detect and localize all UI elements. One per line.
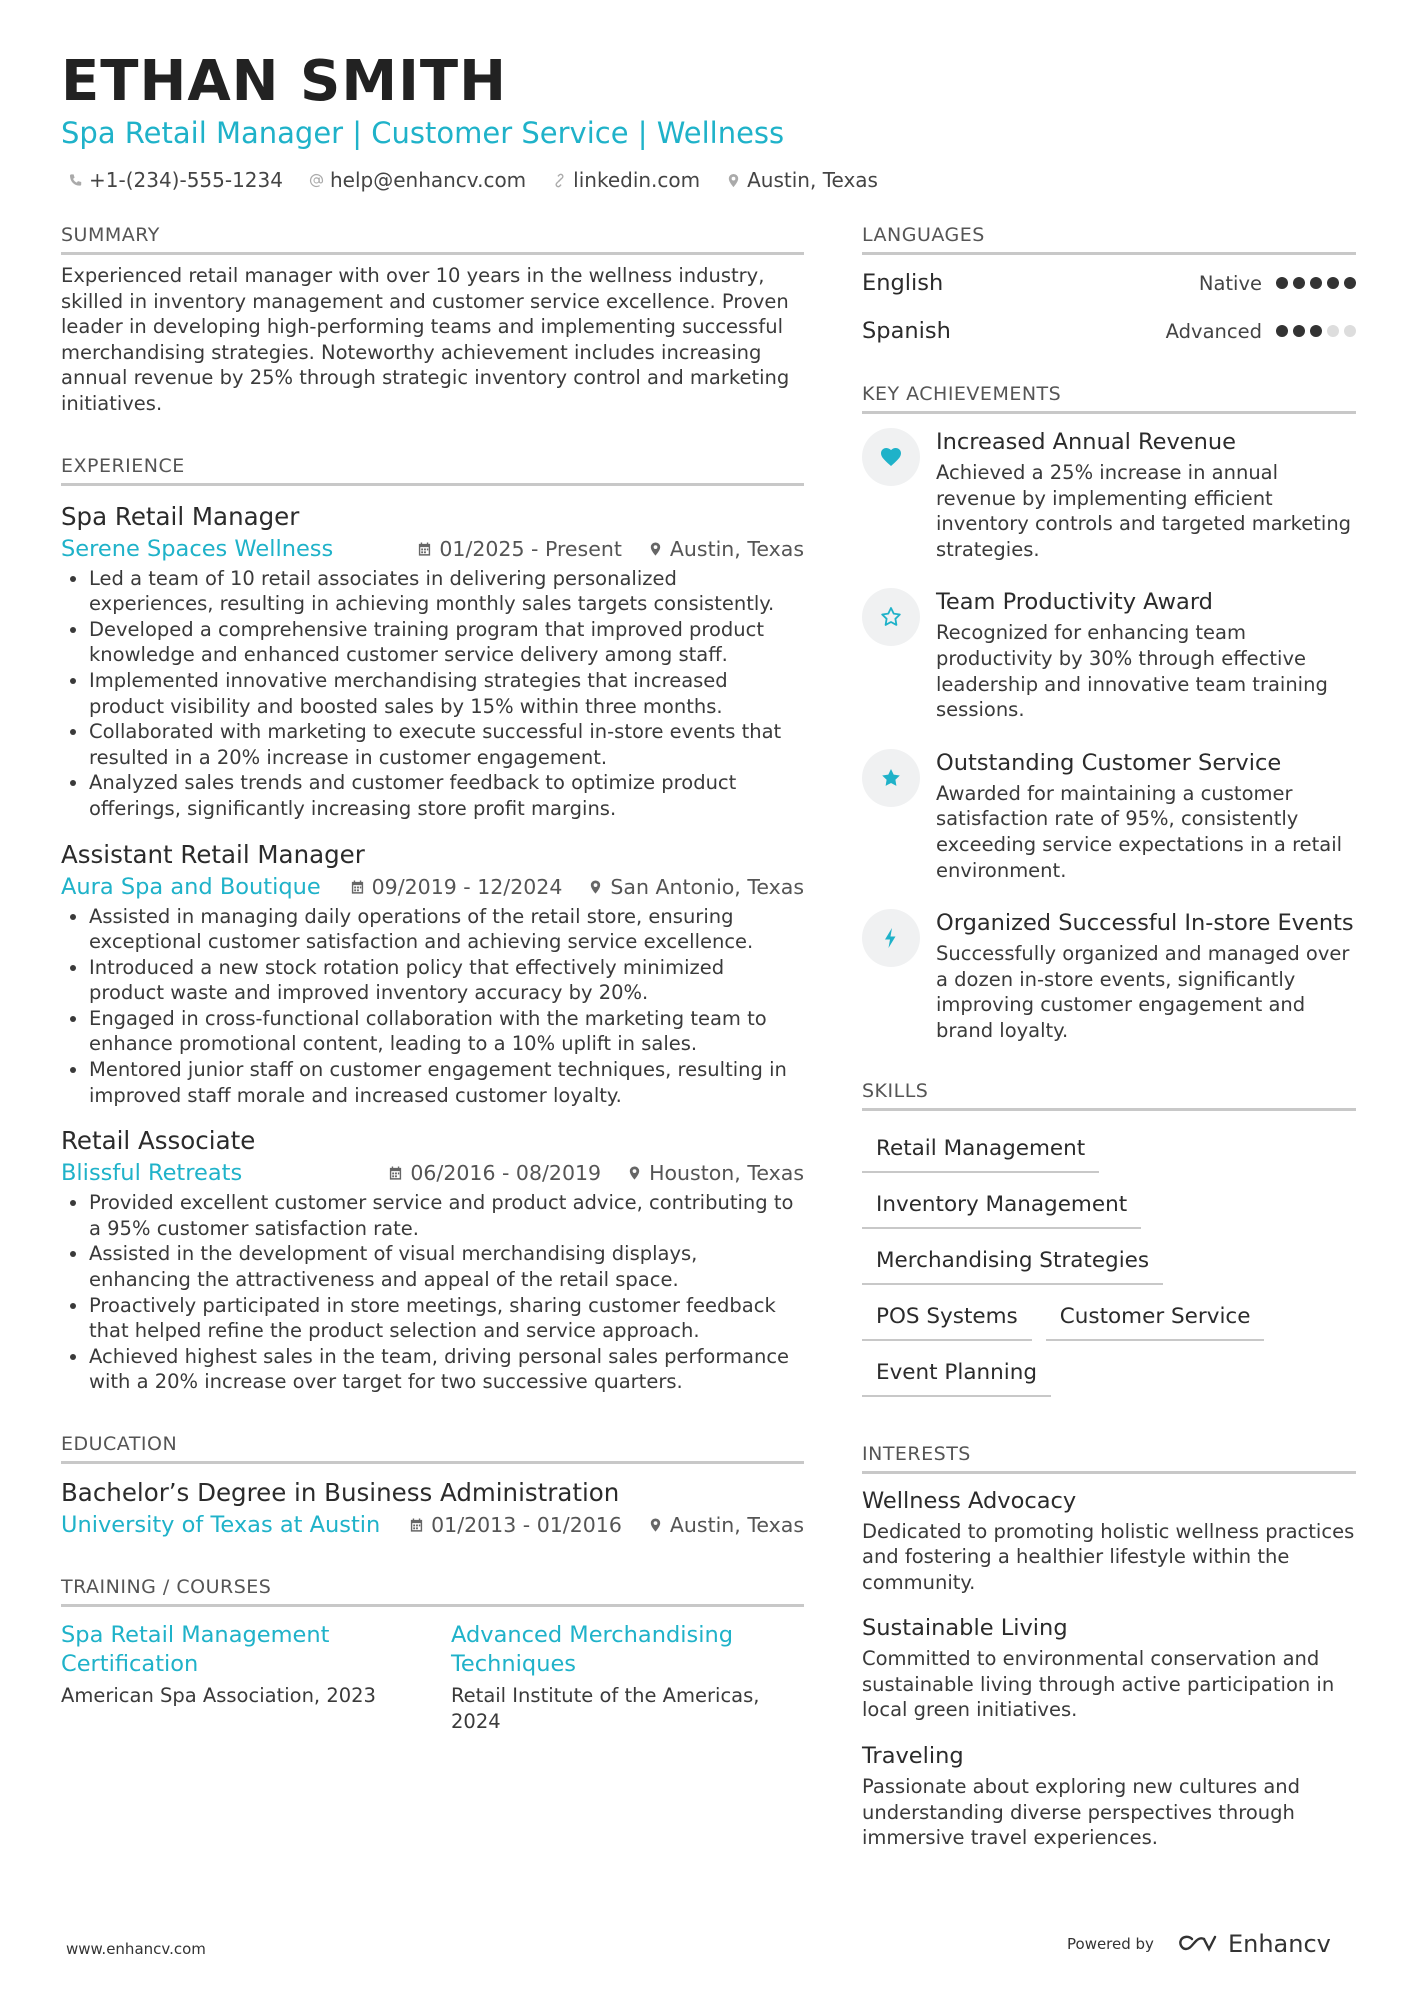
interest-title: Sustainable Living — [862, 1615, 1068, 1642]
contact-linkedin[interactable] — [552, 166, 700, 194]
experience-section — [61, 453, 804, 1395]
link-icon — [552, 173, 567, 188]
achievement-item — [862, 588, 1356, 722]
skill-tag: Event Planning — [862, 1347, 1051, 1397]
job-dates-text: 01/2025 - Present — [439, 536, 622, 561]
job-title: Assistant Retail Manager — [61, 839, 365, 869]
job-meta — [61, 872, 804, 902]
interest-title: Wellness Advocacy — [862, 1487, 1077, 1514]
interests-heading: INTERESTS — [862, 1441, 1356, 1474]
contact-location-text: Austin, Texas — [747, 168, 878, 192]
achievements-section — [862, 381, 1356, 1044]
achievements-heading: KEY ACHIEVEMENTS — [862, 381, 1356, 414]
job-entry — [61, 1124, 804, 1395]
achievement-icon-badge — [862, 909, 920, 967]
summary-heading: SUMMARY — [61, 222, 804, 255]
location-pin-icon — [648, 541, 663, 557]
job-bullets — [61, 566, 804, 822]
rating-dot-empty — [1327, 325, 1339, 337]
achievement-body — [936, 428, 1356, 562]
right-column — [862, 222, 1356, 1851]
achievement-desc: Successfully organized and managed over a dozen in-store events, significantly improving customer engagement and brand loyalty. — [936, 942, 1350, 1042]
language-rating — [1276, 277, 1356, 289]
contact-email[interactable] — [309, 166, 526, 194]
job-location — [627, 1158, 804, 1188]
bullet-item: • Engaged in cross-functional collaboration with the marketing team to enhance promotional content, leading to a 10% uplift in sales. — [89, 1006, 804, 1057]
job-location — [588, 872, 804, 902]
training-section — [61, 1574, 804, 1734]
star-outline-icon — [879, 605, 903, 629]
training-heading: TRAINING / COURSES — [61, 1574, 804, 1607]
course-title: Spa Retail Management Certification — [61, 1622, 330, 1677]
bullet-item: • Analyzed sales trends and customer feedback to optimize product offerings, significantly increasing store profit margins. — [89, 770, 804, 821]
languages-heading: LANGUAGES — [862, 222, 1356, 255]
skill-list — [862, 1117, 1356, 1397]
achievement-icon-badge — [862, 428, 920, 486]
interest-desc: Committed to environmental conservation and sustainable living through active participation in local green initiatives. — [862, 1647, 1335, 1722]
job-dates-text: 09/2019 - 12/2024 — [371, 874, 563, 899]
bullet-item: • Implemented innovative merchandising strategies that increased product visibility and boosted sales by 15% within three months. — [89, 668, 804, 719]
brand-logo[interactable] — [1172, 1930, 1331, 1958]
achievement-item — [862, 428, 1356, 562]
achievement-title: Increased Annual Revenue — [936, 429, 1237, 455]
achievement-desc: Achieved a 25% increase in annual revenue by implementing efficient inventory controls and targeted marketing strategies. — [936, 461, 1352, 561]
education-location-text: Austin, Texas — [669, 1513, 804, 1537]
calendar-icon — [388, 1165, 403, 1181]
course-list — [61, 1621, 804, 1734]
enhancv-logo-icon — [1172, 1932, 1220, 1956]
location-pin-icon — [648, 1517, 663, 1533]
rating-dot-filled — [1344, 277, 1356, 289]
job-title: Spa Retail Manager — [61, 501, 300, 531]
contact-phone[interactable] — [68, 166, 283, 194]
contact-bar — [68, 166, 878, 194]
rating-dot-filled — [1276, 325, 1288, 337]
achievement-desc: Recognized for enhancing team productivity by 30% through effective leadership and innovative team training sessions. — [936, 621, 1328, 722]
bullet-item: • Assisted in the development of visual merchandising displays, enhancing the attractiveness and appeal of the retail space. — [89, 1241, 804, 1292]
achievement-title: Team Productivity Award — [936, 589, 1213, 616]
education-heading: EDUCATION — [61, 1431, 804, 1464]
skills-section — [862, 1078, 1356, 1397]
course-provider: Retail Institute of the Americas, 2024 — [451, 1684, 760, 1733]
job-bullets — [61, 1190, 804, 1395]
experience-heading: EXPERIENCE — [61, 453, 804, 486]
education-meta — [61, 1510, 804, 1540]
brand-name: Enhancv — [1227, 1930, 1331, 1958]
phone-icon — [68, 173, 83, 188]
achievement-body — [936, 749, 1356, 883]
contact-location — [726, 166, 878, 194]
job-dates — [350, 872, 563, 902]
candidate-name: ETHAN SMITH — [61, 49, 507, 114]
interests-section — [862, 1441, 1356, 1851]
education-section — [61, 1431, 804, 1540]
bullet-item: • Developed a comprehensive training program that improved product knowledge and enhanced customer service delivery among staff. — [89, 617, 804, 668]
bullet-item: • Introduced a new stock rotation policy that effectively minimized product waste and improved inventory accuracy by 20%. — [89, 955, 804, 1006]
achievement-item — [862, 909, 1356, 1043]
job-bullets — [61, 904, 804, 1109]
lightning-icon — [879, 926, 903, 950]
interest-desc: Dedicated to promoting holistic wellness practices and fostering a healthier lifestyle within the community. — [862, 1519, 1355, 1594]
rating-dot-empty — [1344, 325, 1356, 337]
job-dates — [388, 1158, 601, 1188]
achievement-title: Organized Successful In-store Events — [936, 910, 1354, 937]
bullet-item: • Mentored junior staff on customer engagement techniques, resulting in improved staff morale and increased customer loyalty. — [89, 1057, 804, 1108]
company-name: Serene Spaces Wellness — [61, 535, 334, 562]
language-level: Native — [1198, 271, 1262, 295]
location-pin-icon — [726, 173, 741, 188]
job-location-text: Austin, Texas — [669, 536, 804, 561]
rating-dot-filled — [1276, 277, 1288, 289]
job-location-text: Houston, Texas — [649, 1161, 804, 1186]
achievement-icon-badge — [862, 588, 920, 646]
skill-tag: POS Systems — [862, 1291, 1032, 1341]
language-name: English — [862, 270, 944, 296]
powered-by-label: Powered by — [1067, 1935, 1154, 1953]
at-icon — [309, 173, 324, 188]
job-title: Retail Associate — [61, 1126, 256, 1156]
education-dates — [409, 1510, 622, 1540]
company-name: Aura Spa and Boutique — [61, 873, 321, 900]
summary-text: Experienced retail manager with over 10 years in the wellness industry, skilled in inventory management and customer service excellence. Proven leader in developing high-performing teams and implementing successful merchandising strategies. Noteworthy achievement includes increasing annual revenue by 25% through strategic inventory control and marketing initiatives. — [61, 264, 790, 415]
summary-section — [61, 222, 804, 417]
degree-title: Bachelor’s Degree in Business Administration — [61, 1478, 620, 1507]
calendar-icon — [417, 541, 432, 557]
location-pin-icon — [627, 1165, 642, 1181]
bullet-item: • Provided excellent customer service and product advice, contributing to a 95% customer satisfaction rate. — [89, 1190, 804, 1241]
language-name: Spanish — [862, 318, 951, 344]
location-pin-icon — [588, 879, 603, 895]
language-level: Advanced — [1165, 319, 1262, 343]
job-dates — [417, 534, 622, 564]
job-dates-text: 06/2016 - 08/2019 — [410, 1161, 602, 1186]
footer-website[interactable]: www.enhancv.com — [66, 1940, 206, 1958]
calendar-icon — [350, 879, 365, 895]
bullet-item: • Assisted in managing daily operations of the retail store, ensuring exceptional customer satisfaction and achieving service excellence. — [89, 904, 804, 955]
interest-title: Traveling — [862, 1743, 964, 1770]
contact-phone-text: +1-(234)-555-1234 — [89, 168, 283, 192]
education-dates-text: 01/2013 - 01/2016 — [431, 1513, 622, 1537]
achievement-body — [936, 909, 1356, 1043]
job-meta — [61, 1158, 804, 1188]
rating-dot-filled — [1310, 325, 1322, 337]
rating-dot-filled — [1293, 325, 1305, 337]
rating-dot-filled — [1310, 277, 1322, 289]
company-name: Blissful Retreats — [61, 1160, 243, 1187]
star-filled-icon — [879, 766, 903, 790]
achievement-body — [936, 588, 1356, 722]
achievement-icon-badge — [862, 749, 920, 807]
job-entry — [61, 500, 804, 822]
footer-branding — [1067, 1930, 1331, 1958]
skill-tag: Inventory Management — [862, 1179, 1141, 1229]
job-location — [648, 534, 804, 564]
heart-icon — [879, 445, 903, 469]
rating-dot-filled — [1327, 277, 1339, 289]
interest-desc: Passionate about exploring new cultures and understanding diverse perspectives through immersive travel experiences. — [862, 1775, 1301, 1850]
achievement-item — [862, 749, 1356, 883]
skill-tag: Retail Management — [862, 1123, 1099, 1173]
headline: Spa Retail Manager | Customer Service | Wellness — [61, 116, 785, 150]
skill-tag: Customer Service — [1046, 1291, 1265, 1341]
achievement-desc: Awarded for maintaining a customer satisfaction rate of 95%, consistently exceeding service expectations in a retail environment. — [936, 781, 1343, 882]
bullet-item: • Proactively participated in store meetings, sharing customer feedback that helped refine the product selection and service approach. — [89, 1293, 804, 1344]
interest-item — [862, 1486, 1356, 1596]
course-item — [61, 1621, 451, 1734]
language-rating — [1276, 325, 1356, 337]
bullet-item: • Collaborated with marketing to execute successful in-store events that resulted in a 20% increase in customer engagement. — [89, 719, 804, 770]
left-column — [61, 222, 804, 1734]
calendar-icon — [409, 1517, 424, 1533]
bullet-item: • Achieved highest sales in the team, driving personal sales performance with a 20% increase over target for two successive quarters. — [89, 1344, 804, 1395]
rating-dot-filled — [1293, 277, 1305, 289]
course-title: Advanced Merchandising Techniques — [451, 1622, 734, 1677]
contact-email-text: help@enhancv.com — [329, 168, 527, 192]
achievement-title: Outstanding Customer Service — [936, 749, 1282, 776]
course-item — [451, 1621, 791, 1734]
job-location-text: San Antonio, Texas — [610, 874, 804, 899]
skills-heading: SKILLS — [862, 1078, 1356, 1111]
job-meta — [61, 534, 804, 564]
job-entry — [61, 838, 804, 1109]
language-row — [862, 259, 1356, 307]
language-row — [862, 307, 1356, 355]
bullet-item: • Led a team of 10 retail associates in delivering personalized experiences, resulting in achieving monthly sales targets consistently. — [89, 566, 804, 617]
languages-section — [862, 222, 1356, 355]
education-location — [648, 1510, 804, 1540]
skill-tag: Merchandising Strategies — [862, 1235, 1163, 1285]
school-name: University of Texas at Austin — [61, 1512, 381, 1538]
contact-linkedin-text: linkedin.com — [573, 168, 701, 192]
interest-item — [862, 1613, 1356, 1723]
course-provider: American Spa Association, 2023 — [61, 1684, 376, 1707]
interest-item — [862, 1741, 1356, 1851]
